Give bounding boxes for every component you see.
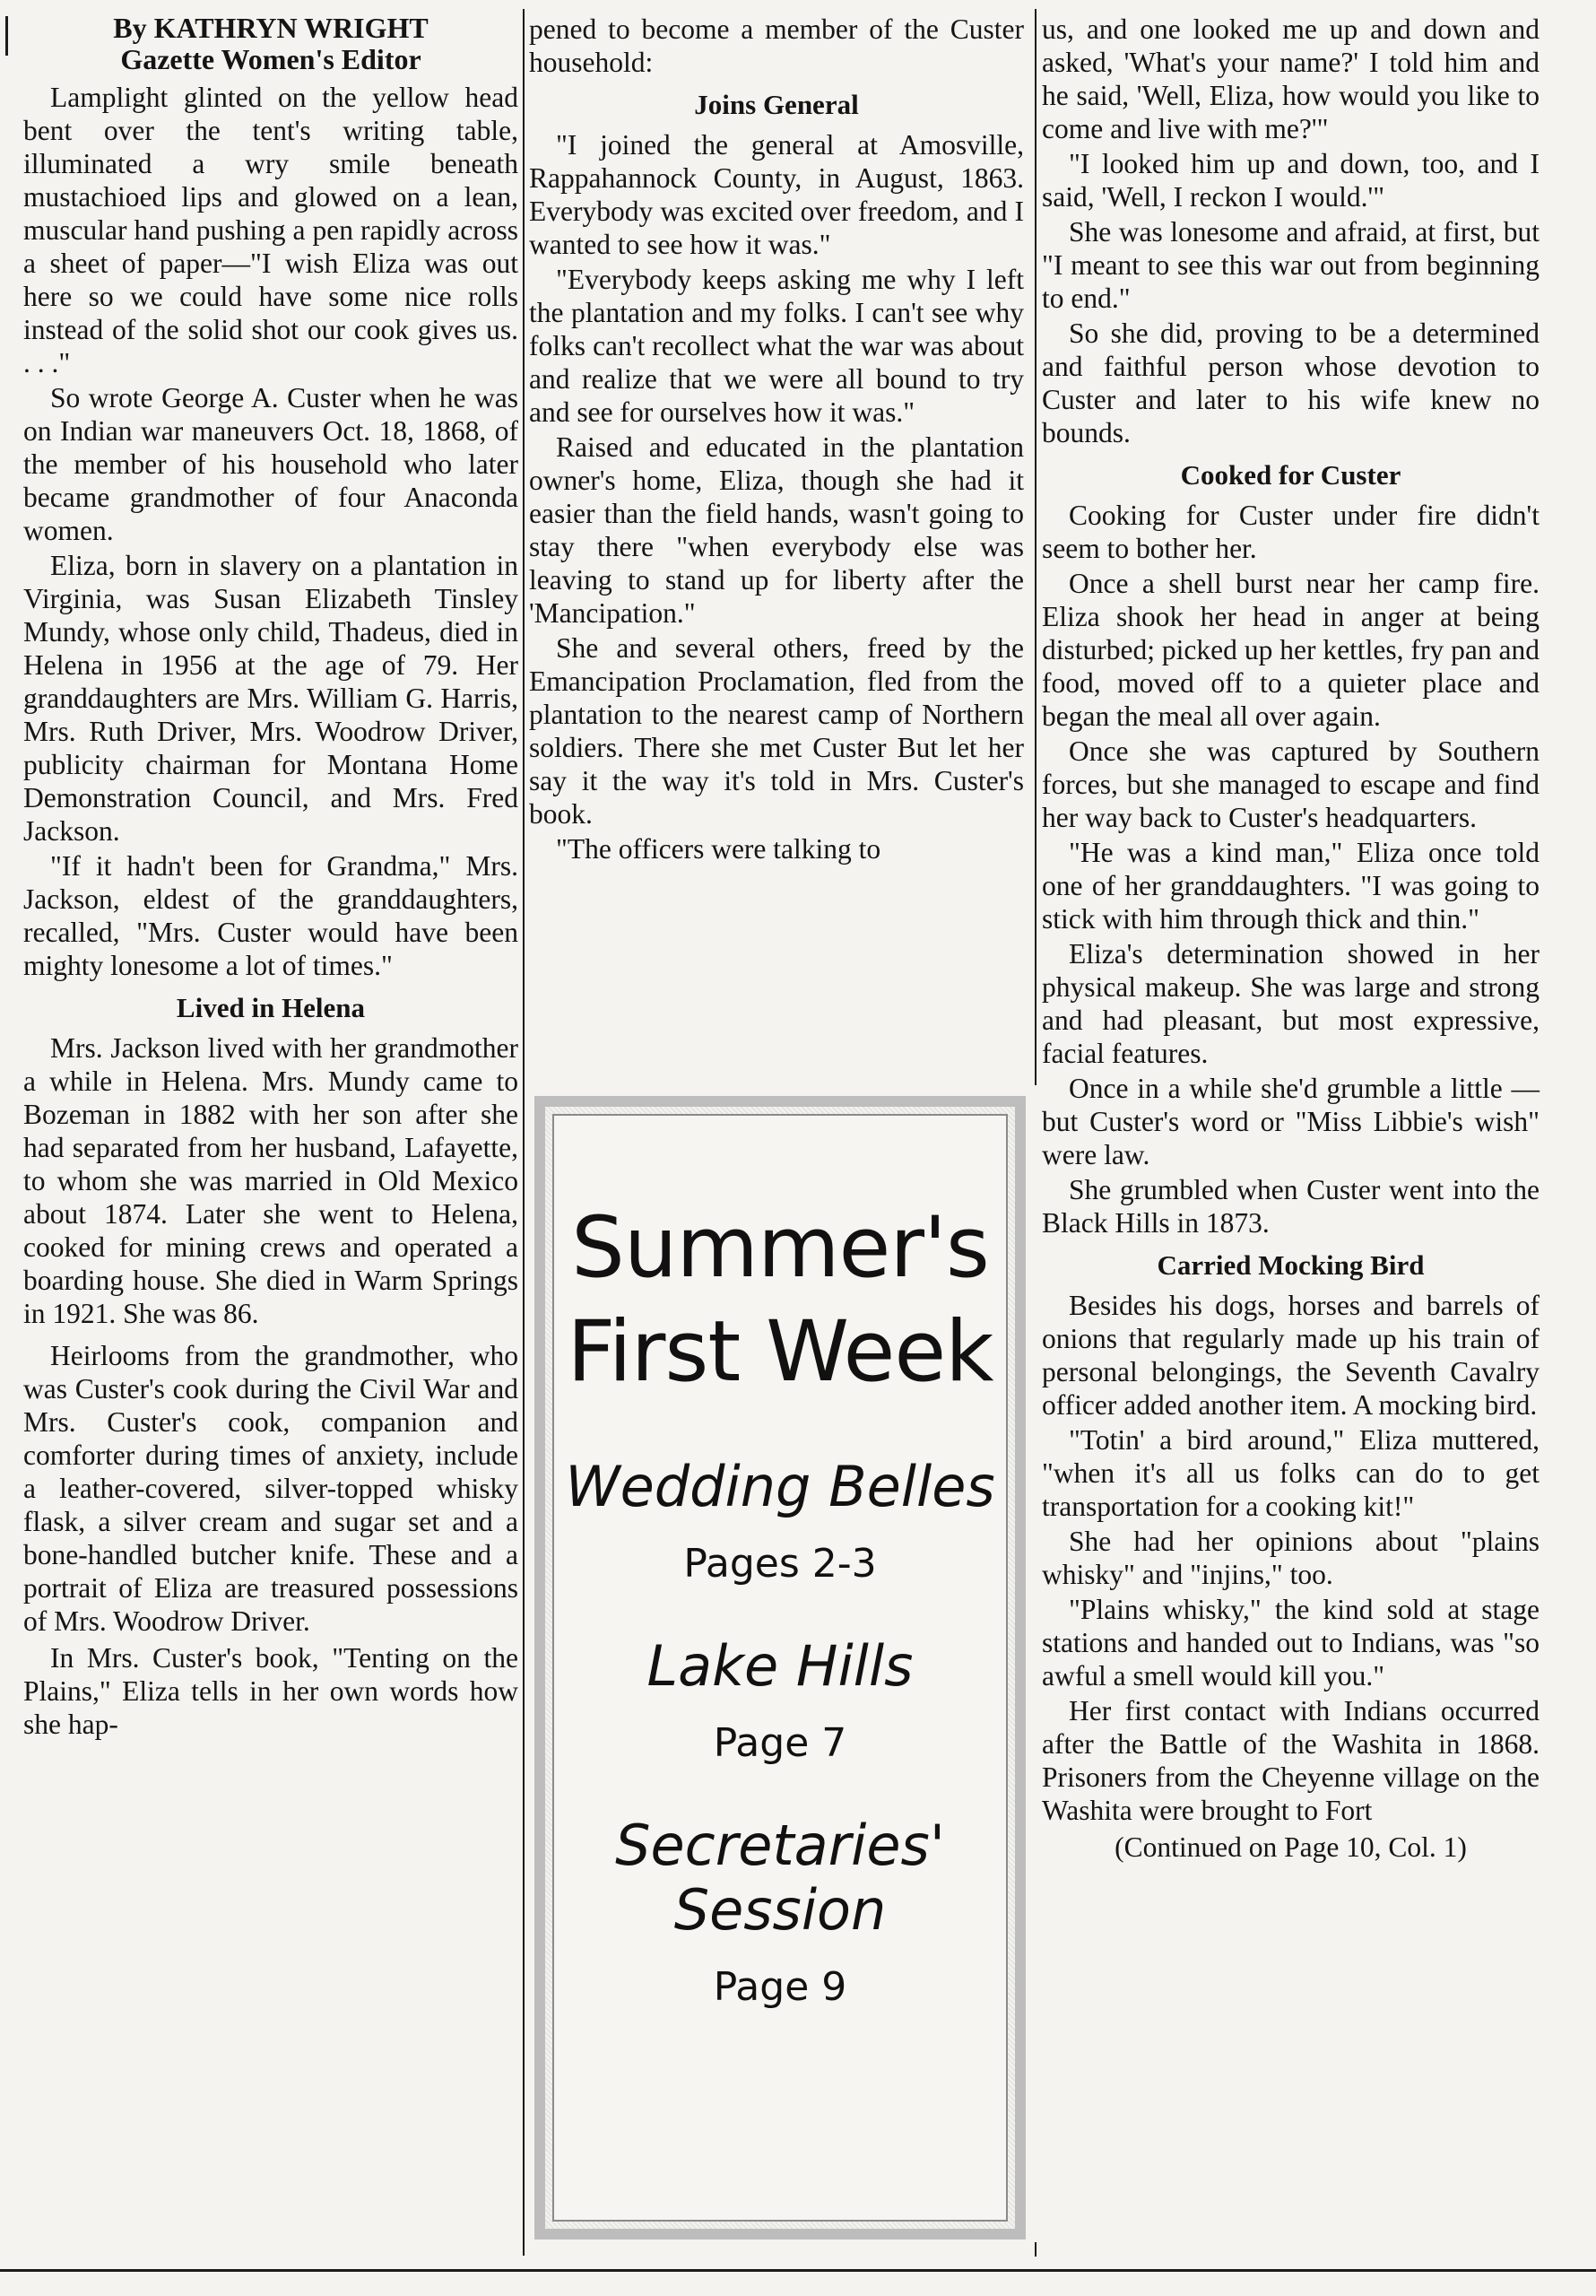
paragraph: Once she was captured by Southern forces, but she managed to escape and find her way back to Custer's headquarters. — [1042, 735, 1540, 833]
subheading: Cooked for Custer — [1180, 459, 1401, 491]
subheading: Carried Mocking Bird — [1157, 1249, 1425, 1281]
promo-item-title: Lake Hills — [646, 1633, 914, 1699]
paragraph: Cooking for Custer under fire didn't seem to bother her. — [1042, 500, 1540, 564]
paragraph: She had her opinions about "plains whisky" and "injins," too. — [1042, 1526, 1540, 1590]
byline: By KATHRYN WRIGHT — [113, 12, 429, 44]
column-rule-1 — [523, 9, 525, 2256]
paragraph: Mrs. Jackson lived with her grandmother a while in Helena. Mrs. Mundy came to Bozeman in 1882 with her son after she had separated from her husband, Lafayette, to whom she was married in Old Mexico about 1874. Later she went to Helena, cooked for mining crews and operated a boarding house. She died in Warm Springs in 1921. She was 86. — [23, 1032, 518, 1329]
article-column-3 — [1042, 13, 1540, 1864]
promo-item-page: Page 9 — [713, 1964, 847, 2010]
paragraph: Once a shell burst near her camp fire. Eliza shook her head in anger at being disturbed; picked up her kettles, fry pan and food, moved off to a quieter place and began the meal all over again. — [1042, 568, 1540, 732]
paragraph: Raised and educated in the plantation owner's home, Eliza, though she had it easier than the field hands, wasn't going to stay there "when everybody else was leaving to stand up for liberty after the 'Mancipation." — [529, 431, 1024, 629]
paragraph: "I joined the general at Amosville, Rappahannock County, in August, 1863. Everybody was excited over freedom, and I wanted to see how it was." — [529, 129, 1024, 260]
paragraph: Eliza's determination showed in her physical makeup. She was large and strong and had pleasant, but most expressive, facial features. — [1042, 938, 1540, 1069]
paragraph: So she did, proving to be a determined and faithful person whose devotion to Custer and later to his wife knew no bounds. — [1042, 317, 1540, 448]
article-column-1 — [23, 13, 518, 1743]
promo-box-inner — [552, 1114, 1008, 2222]
subheading: Joins General — [694, 89, 859, 120]
paragraph: So wrote George A. Custer when he was on Indian war maneuvers Oct. 18, 1868, of the member of his household who later became grandmother of four Anaconda women. — [23, 382, 518, 546]
paragraph: Lamplight glinted on the yellow head bent over the tent's writing table, illuminated a wry smile beneath mustachioed lips and glowed on a lean, muscular hand pushing a pen rapidly across a sheet of paper—"I wish Eliza was out here so we could have some nice rolls instead of the solid shot our cook gives us. . . ." — [23, 82, 518, 378]
paragraph: Heirlooms from the grandmother, who was Custer's cook during the Civil War and Mrs. Custer's cook, companion and comforter during times of anxiety, include a leather-covered, silver-topped whisky flask, a silver cream and sugar set and a bone-handled butcher knife. These and a portrait of Eliza are treasured possessions of Mrs. Woodrow Driver. — [23, 1340, 518, 1637]
promo-item-title: Session — [673, 1877, 887, 1943]
promo-box — [534, 1096, 1026, 2239]
promo-item-page: Page 7 — [713, 1720, 847, 1766]
promo-item-title: Wedding Belles — [565, 1454, 995, 1519]
paragraph: She and several others, freed by the Emancipation Proclamation, fled from the plantation to the nearest camp of Northern soldiers. There she met Custer But let her say it the way it's told in Mrs. Custer's book. — [529, 632, 1024, 830]
paragraph: "I looked him up and down, too, and I said, 'Well, I reckon I would.'" — [1042, 148, 1540, 213]
left-edge-mark — [5, 16, 8, 56]
paragraph: "Totin' a bird around," Eliza muttered, "when it's all us folks can do to get transportation for a cooking kit!" — [1042, 1424, 1540, 1522]
paragraph: "If it hadn't been for Grandma," Mrs. Jackson, eldest of the granddaughters, recalled, "Mrs. Custer would have been mighty lonesome a lot of times." — [23, 850, 518, 981]
column-rule-2 — [1035, 9, 1037, 1085]
promo-headline — [554, 1116, 1006, 1405]
promo-item — [554, 1634, 1006, 1767]
paragraph: She was lonesome and afraid, at first, but "I meant to see this war out from beginning to end." — [1042, 216, 1540, 314]
promo-item — [554, 1813, 1006, 2011]
paragraph: She grumbled when Custer went into the Black Hills in 1873. — [1042, 1174, 1540, 1239]
article-column-2 — [529, 13, 1024, 867]
paragraph: "The officers were talking to — [556, 833, 881, 865]
paragraph: Eliza, born in slavery on a plantation in Virginia, was Susan Elizabeth Tinsley Mundy, whose only child, Thadeus, died in Helena in 1956 at the age of 79. Her granddaughters are Mrs. William G. Harris, Mrs. Ruth Driver, Mrs. Woodrow Driver, publicity chairman for Montana Home Demonstration Council, and Mrs. Fred Jackson. — [23, 550, 518, 847]
continuation-line: (Continued on Page 10, Col. 1) — [1115, 1831, 1467, 1863]
paragraph: "Plains whisky," the kind sold at stage stations and handed out to Indians, was "so awful a smell would kill you." — [1042, 1594, 1540, 1692]
byline-title: Gazette Women's Editor — [120, 43, 421, 75]
promo-item-page: Pages 2-3 — [683, 1541, 877, 1587]
promo-headline-line-2: First Week — [567, 1303, 993, 1401]
promo-item — [554, 1455, 1006, 1587]
paragraph: Besides his dogs, horses and barrels of onions that regularly made up his train of personal belongings, the Seventh Cavalry officer added another item. A mocking bird. — [1042, 1290, 1540, 1421]
paragraph: "He was a kind man," Eliza once told one of her granddaughters. "I was going to stick with him through thick and thin." — [1042, 837, 1540, 935]
paragraph: Once in a while she'd grumble a little — but Custer's word or "Miss Libbie's wish" were law. — [1042, 1073, 1540, 1170]
paragraph: "Everybody keeps asking me why I left the plantation and my folks. I can't see why folks can't recollect what the war was about and realize that we were all bound to try and see for ourselves how it was." — [529, 264, 1024, 428]
paragraph: us, and one looked me up and down and asked, 'What's your name?' I told him and he said, 'Well, Eliza, how would you like to come and live with me?'" — [1042, 13, 1540, 144]
paragraph: pened to become a member of the Custer household: — [529, 13, 1024, 78]
paragraph: Her first contact with Indians occurred after the Battle of the Washita in 1868. Prisoners from the Cheyenne village on the Washita were brought to Fort — [1042, 1695, 1540, 1826]
bottom-rule — [0, 2269, 1596, 2272]
column-rule-2-lower — [1035, 2242, 1037, 2257]
subheading: Lived in Helena — [176, 992, 366, 1023]
promo-item-title: Secretaries' — [615, 1813, 945, 1878]
promo-headline-line-1: Summer's — [571, 1199, 989, 1297]
paragraph: In Mrs. Custer's book, "Tenting on the Plains," Eliza tells in her own words how she hap- — [23, 1642, 518, 1740]
